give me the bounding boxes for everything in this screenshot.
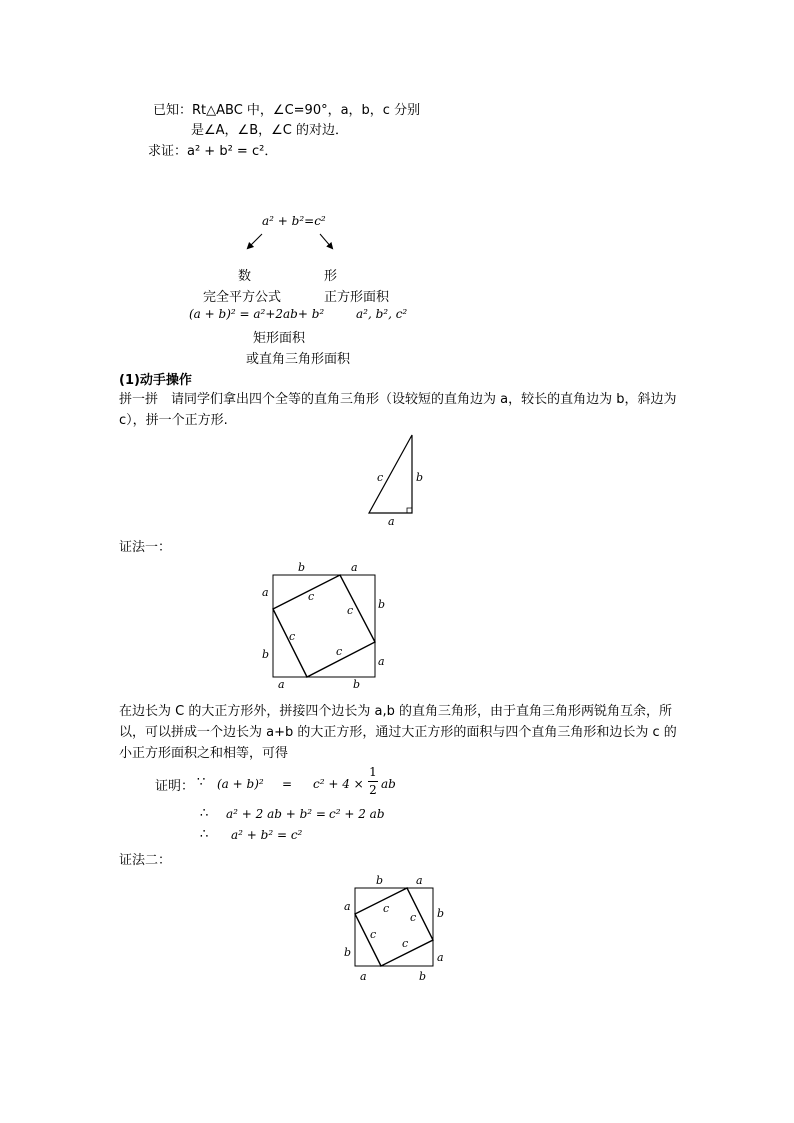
- method2-figure: [338, 872, 448, 987]
- m2-label-top-b: b: [376, 874, 384, 887]
- right-triangle-figure: [360, 430, 435, 530]
- m1-label-top-a: a: [351, 561, 358, 574]
- m1-label-c-right: c: [347, 604, 354, 617]
- concept-right-head: 形: [324, 269, 338, 284]
- m2-label-left-a: a: [344, 900, 351, 913]
- proof-line1-lhs: (a + b)²: [217, 777, 264, 791]
- concept-left-head: 数: [238, 269, 252, 284]
- triangle-label-a: a: [388, 515, 395, 528]
- m2-label-c-top: c: [383, 902, 390, 915]
- outer-square-2: [355, 888, 433, 966]
- therefore-symbol-1: ∴: [200, 806, 209, 821]
- fraction-denominator: 2: [369, 783, 377, 797]
- given-line-1: 已知：Rt△ABC 中，∠C=90°，a，b，c 分别: [153, 103, 421, 118]
- m1-label-right-a: a: [378, 655, 385, 668]
- m1-label-top-b: b: [298, 561, 306, 574]
- right-angle-mark: [407, 508, 412, 513]
- concept-bottom-2: 或直角三角形面积: [246, 352, 351, 367]
- method1-explanation: 在边长为 C 的大正方形外，拼接四个边长为 a,b 的直角三角形，由于直角三角形两锐角互余，所以，可以拼成一个边长为 a+b 的大正方形，通过大正方形的面积与四个直角三角形和边长为 c 的小正方形面积之和相等，可得: [119, 704, 677, 761]
- m1-label-c-left: c: [289, 630, 296, 643]
- concept-left-formula: (a + b)² = a²+2ab+ b²: [189, 307, 325, 321]
- fraction-numerator: 1: [369, 765, 377, 779]
- concept-top-formula: a² + b²=c²: [262, 214, 326, 228]
- proof-line2-rhs: c² + 2 ab: [329, 807, 385, 821]
- m2-label-top-a: a: [416, 874, 423, 887]
- m2-label-right-b: b: [437, 907, 445, 920]
- fraction-bar: [368, 781, 378, 782]
- m2-label-bottom-a: a: [360, 970, 367, 983]
- arrow-right: [320, 234, 332, 248]
- proof-label: 证明：: [155, 779, 195, 794]
- m1-label-c-top: c: [308, 590, 315, 603]
- method1-figure: [258, 560, 393, 695]
- concept-arrows: [236, 228, 346, 254]
- therefore-symbol-2: ∴: [200, 827, 209, 842]
- m1-label-bottom-a: a: [278, 678, 285, 691]
- m1-label-bottom-b: b: [353, 678, 361, 691]
- proof-line1-eq: =: [282, 777, 293, 791]
- m2-label-c-left: c: [370, 928, 377, 941]
- concept-bottom-1: 矩形面积: [253, 331, 306, 346]
- m2-label-right-a: a: [437, 951, 444, 964]
- triangle-label-c: c: [377, 471, 384, 484]
- triangle-label-b: b: [416, 471, 424, 484]
- m2-label-bottom-b: b: [419, 970, 427, 983]
- prove-statement: 求证：a² + b² = c²．: [148, 144, 278, 159]
- m1-label-right-b: b: [378, 598, 386, 611]
- inner-square-2: [355, 888, 433, 966]
- method2-title: 证法二：: [119, 853, 172, 868]
- triangle-shape: [369, 435, 412, 513]
- outer-square: [273, 575, 375, 677]
- inner-square: [273, 575, 375, 677]
- activity-title: (1)动手操作: [119, 373, 192, 388]
- proof-line1-ab: ab: [381, 777, 396, 791]
- proof-line2-lhs: a² + 2 ab + b² =: [226, 807, 326, 821]
- m2-label-c-right: c: [410, 911, 417, 924]
- m1-label-left-b: b: [262, 648, 270, 661]
- arrow-left: [248, 234, 262, 248]
- proof-line3: a² + b² = c²: [231, 828, 303, 842]
- m2-label-left-b: b: [344, 946, 352, 959]
- because-symbol: ∵: [197, 775, 206, 790]
- proof-line1-rhs: c² + 4 ×: [313, 777, 364, 791]
- concept-right-sub: 正方形面积: [324, 290, 390, 305]
- m2-label-c-bottom: c: [402, 937, 409, 950]
- m1-label-left-a: a: [262, 586, 269, 599]
- concept-right-formula: a², b², c²: [356, 307, 408, 321]
- concept-left-sub: 完全平方公式: [203, 290, 282, 305]
- activity-text: 拼一拼 请同学们拿出四个全等的直角三角形（设较短的直角边为 a，较长的直角边为 b，斜边为 c），拼一个正方形.: [119, 392, 677, 428]
- m1-label-c-bottom: c: [336, 645, 343, 658]
- given-line-2: 是∠A，∠B，∠C 的对边．: [191, 123, 348, 138]
- method1-title: 证法一：: [119, 540, 172, 555]
